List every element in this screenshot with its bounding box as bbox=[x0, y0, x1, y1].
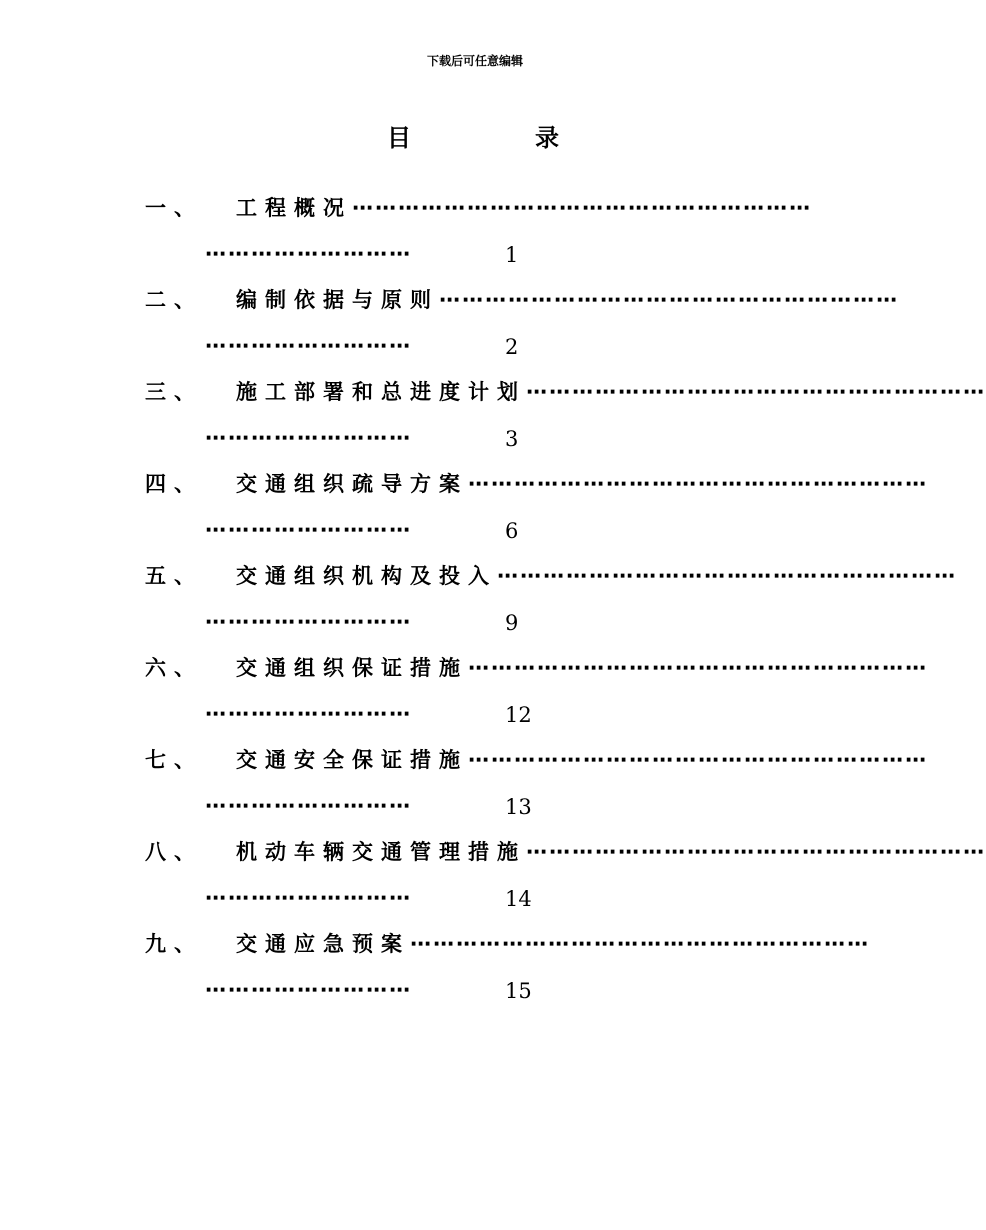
toc-entry-number: 一、 bbox=[145, 196, 203, 220]
toc-entry-2[interactable] bbox=[0, 277, 950, 369]
toc-page-number: 9 bbox=[505, 611, 519, 635]
toc-entry-3[interactable] bbox=[0, 369, 986, 461]
toc-entry-number: 七、 bbox=[145, 748, 203, 772]
toc-page-number: 14 bbox=[505, 887, 532, 911]
toc-entry-6[interactable] bbox=[0, 645, 950, 737]
toc-entry-title: 编制依据与原则 bbox=[236, 288, 439, 312]
toc-entry-5[interactable] bbox=[0, 553, 957, 645]
toc-page-number: 3 bbox=[505, 427, 519, 451]
page-header: 下载后可任意编辑 bbox=[426, 54, 523, 68]
toc-entry-number: 三、 bbox=[145, 380, 203, 404]
toc-leader-dots: ⋯⋯⋯⋯⋯⋯⋯⋯⋯ bbox=[205, 242, 412, 266]
toc-entry-1[interactable] bbox=[0, 185, 950, 277]
toc-leader-dots: ⋯⋯⋯⋯⋯⋯⋯⋯⋯⋯⋯⋯⋯⋯⋯⋯⋯⋯⋯⋯ bbox=[468, 748, 928, 772]
toc-page-number: 6 bbox=[505, 519, 519, 543]
toc-leader-dots: ⋯⋯⋯⋯⋯⋯⋯⋯⋯ bbox=[205, 794, 412, 818]
toc-page-number: 1 bbox=[505, 243, 519, 267]
toc-leader-dots: ⋯⋯⋯⋯⋯⋯⋯⋯⋯ bbox=[205, 426, 412, 450]
toc-entry-9[interactable] bbox=[0, 921, 950, 1013]
toc-leader-dots: ⋯⋯⋯⋯⋯⋯⋯⋯⋯ bbox=[205, 334, 412, 358]
toc-leader-dots: ⋯⋯⋯⋯⋯⋯⋯⋯⋯ bbox=[205, 518, 412, 542]
toc-leader-dots: ⋯⋯⋯⋯⋯⋯⋯⋯⋯ bbox=[205, 610, 412, 634]
toc-title-char-2: 录 bbox=[535, 124, 559, 152]
toc-entry-title: 工程概况 bbox=[236, 196, 352, 220]
toc-entry-title: 交通组织保证措施 bbox=[236, 656, 468, 680]
toc-entry-number: 六、 bbox=[145, 656, 203, 680]
toc-entry-title: 交通组织疏导方案 bbox=[236, 472, 468, 496]
toc-entry-8[interactable] bbox=[0, 829, 986, 921]
toc-entry-title: 施工部署和总进度计划 bbox=[236, 380, 526, 404]
toc-entry-7[interactable] bbox=[0, 737, 950, 829]
toc-entry-title: 交通组织机构及投入 bbox=[236, 564, 497, 588]
toc-title-char-1: 目 bbox=[387, 124, 411, 152]
toc-leader-dots: ⋯⋯⋯⋯⋯⋯⋯⋯⋯ bbox=[205, 886, 412, 910]
toc-page-number: 2 bbox=[505, 335, 519, 359]
toc-entry-title: 机动车辆交通管理措施 bbox=[236, 840, 526, 864]
toc-entry-title: 交通应急预案 bbox=[236, 932, 410, 956]
toc-title bbox=[0, 118, 950, 154]
toc-entry-4[interactable] bbox=[0, 461, 950, 553]
toc-leader-dots: ⋯⋯⋯⋯⋯⋯⋯⋯⋯⋯⋯⋯⋯⋯⋯⋯⋯⋯⋯⋯ bbox=[526, 380, 986, 404]
toc-leader-dots: ⋯⋯⋯⋯⋯⋯⋯⋯⋯⋯⋯⋯⋯⋯⋯⋯⋯⋯⋯⋯ bbox=[497, 564, 957, 588]
toc-entry-number: 五、 bbox=[145, 564, 203, 588]
toc-leader-dots: ⋯⋯⋯⋯⋯⋯⋯⋯⋯ bbox=[205, 978, 412, 1002]
toc-entry-number: 八、 bbox=[145, 840, 203, 864]
toc-entry-number: 四、 bbox=[145, 472, 203, 496]
toc-page-number: 13 bbox=[505, 795, 532, 819]
table-of-contents bbox=[0, 185, 986, 1013]
toc-leader-dots: ⋯⋯⋯⋯⋯⋯⋯⋯⋯⋯⋯⋯⋯⋯⋯⋯⋯⋯⋯⋯ bbox=[439, 288, 899, 312]
toc-leader-dots: ⋯⋯⋯⋯⋯⋯⋯⋯⋯⋯⋯⋯⋯⋯⋯⋯⋯⋯⋯⋯ bbox=[468, 656, 928, 680]
toc-entry-title: 交通安全保证措施 bbox=[236, 748, 468, 772]
toc-entry-number: 九、 bbox=[145, 932, 203, 956]
toc-leader-dots: ⋯⋯⋯⋯⋯⋯⋯⋯⋯⋯⋯⋯⋯⋯⋯⋯⋯⋯⋯⋯ bbox=[468, 472, 928, 496]
toc-entry-number: 二、 bbox=[145, 288, 203, 312]
toc-leader-dots: ⋯⋯⋯⋯⋯⋯⋯⋯⋯⋯⋯⋯⋯⋯⋯⋯⋯⋯⋯⋯ bbox=[352, 196, 812, 220]
toc-leader-dots: ⋯⋯⋯⋯⋯⋯⋯⋯⋯⋯⋯⋯⋯⋯⋯⋯⋯⋯⋯⋯ bbox=[526, 840, 986, 864]
toc-page-number: 15 bbox=[505, 979, 532, 1003]
toc-leader-dots: ⋯⋯⋯⋯⋯⋯⋯⋯⋯⋯⋯⋯⋯⋯⋯⋯⋯⋯⋯⋯ bbox=[410, 932, 870, 956]
toc-page-number: 12 bbox=[505, 703, 532, 727]
toc-leader-dots: ⋯⋯⋯⋯⋯⋯⋯⋯⋯ bbox=[205, 702, 412, 726]
